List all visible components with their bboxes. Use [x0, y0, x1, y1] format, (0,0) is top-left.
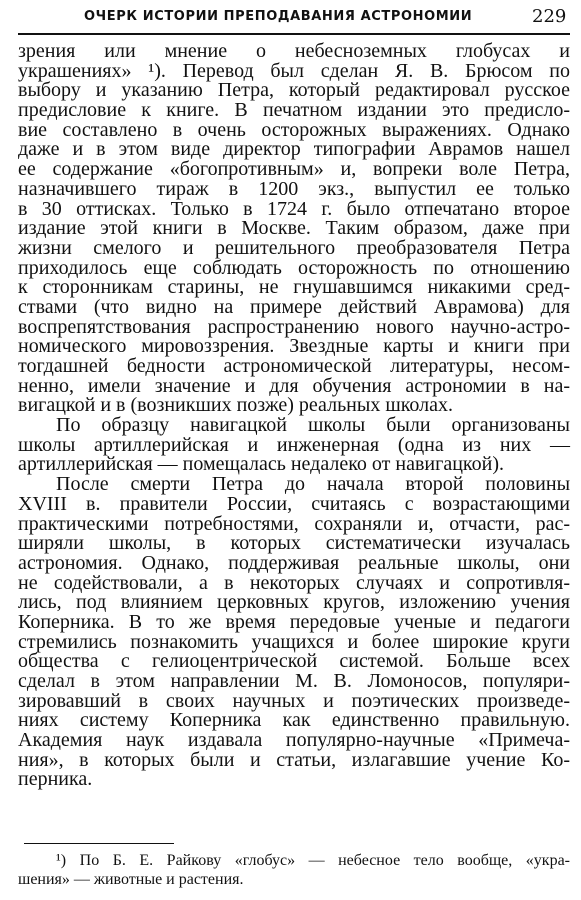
text-line: астрономия. Однако, поддерживая реальные школы, они — [18, 551, 570, 574]
text-line: ниях систему Коперника как единственно правильную. — [18, 709, 570, 732]
text-line: лись, под влиянием церковных кругов, изложению учения — [18, 591, 570, 614]
header-rule — [18, 33, 570, 35]
text-line: практическими потребностями, сохраняли и, отчасти, рас- — [18, 512, 570, 535]
text-line: назначившего тираж в 1200 экз., выпустил ее только — [18, 177, 570, 200]
paragraph-2 — [18, 416, 570, 475]
text-line: не содействовали, а в некоторых случаях и сопротивля- — [18, 571, 570, 594]
text-line: После смерти Петра до начала второй половины — [56, 473, 570, 496]
text-line: даже и в этом виде директор типографии Аврамов нашел — [18, 138, 570, 161]
footnote-line: ¹) По Б. Е. Райкову «глобус» — небесное тело вообще, «укра- — [56, 852, 570, 869]
text-line: XVIII в. правители России, считаясь с возрастающими — [18, 492, 570, 515]
body-text — [18, 42, 570, 790]
footnote-rule — [24, 843, 174, 844]
text-line: школы артиллерийская и инженерная (одна из них — — [18, 433, 570, 456]
footnote-line: шения» — животные и растения. — [18, 871, 244, 888]
text-line: ее содержание «богопротивным» и, вопреки воле Петра, — [18, 158, 570, 181]
paragraph-1 — [18, 42, 570, 416]
text-line: вие составлено в очень осторожных выражениях. Однако — [18, 118, 570, 141]
text-line: Академия наук издавала популярно-научные «Примеча- — [18, 729, 570, 752]
text-line: вигацкой и в (возникших позже) реальных школах. — [18, 394, 454, 417]
text-line: издание этой книги в Москве. Таким образом, даже при — [18, 217, 570, 240]
text-line: перника. — [18, 768, 93, 791]
footnotes — [18, 851, 570, 889]
text-line: украшениях» ¹). Перевод был сделан Я. В. Брюсом по — [18, 59, 570, 82]
text-line: тогдашней бедности астрономической литературы, несом- — [18, 355, 570, 377]
text-line: сделал в этом направлении М. В. Ломоносов, популяри- — [18, 670, 570, 692]
text-line: ширяли школы, в которых систематически изучалась — [18, 532, 570, 555]
text-line: зировавший в своих научных и поэтических произведе- — [18, 689, 570, 712]
paragraph-3 — [18, 475, 570, 790]
running-head — [0, 6, 581, 32]
text-line: воспрепятствования распространению нового научно-астро- — [18, 315, 570, 338]
text-line: в 30 оттисках. Только в 1724 г. было отпечатано второе — [18, 197, 570, 220]
text-line: ствами (что видно на примере действий Аврамова) для — [18, 295, 570, 318]
page-number: 229 — [532, 6, 567, 27]
text-line: приходилось еще соблюдать осторожность по отношению — [18, 256, 570, 279]
text-line: предисловие к книге. В печатном издании это предисло- — [18, 99, 570, 122]
text-line: ненно, имели значение и для обучения астрономии в на- — [18, 374, 570, 397]
footnote-1 — [18, 851, 570, 889]
text-line: По образцу навигацкой школы были организованы — [56, 414, 570, 437]
text-line: артиллерийская — помещалась недалеко от навигацкой). — [18, 453, 504, 476]
text-line: ния», в которых были и статьи, излагавшие учение Ко- — [18, 748, 570, 771]
text-line: номического мировоззрения. Звездные карты и книги при — [18, 335, 570, 358]
text-line: Коперника. В то же время передовые ученые и педагоги — [18, 610, 570, 633]
text-line: общества с гелиоцентрической системой. Больше всех — [18, 650, 570, 673]
text-line: выбору и указанию Петра, который редактировал русское — [18, 79, 570, 102]
running-title: ОЧЕРК ИСТОРИИ ПРЕПОДАВАНИЯ АСТРОНОМИИ — [84, 9, 473, 24]
text-line: к сторонникам старины, не гнушавшимся никакими сред- — [18, 276, 570, 299]
text-line: жизни смелого и решительного преобразователя Петра — [18, 236, 570, 259]
text-line: зрения или мнение о небесноземных глобусах и — [18, 40, 570, 62]
text-line: стремились познакомить учащихся и более широкие круги — [18, 630, 570, 653]
